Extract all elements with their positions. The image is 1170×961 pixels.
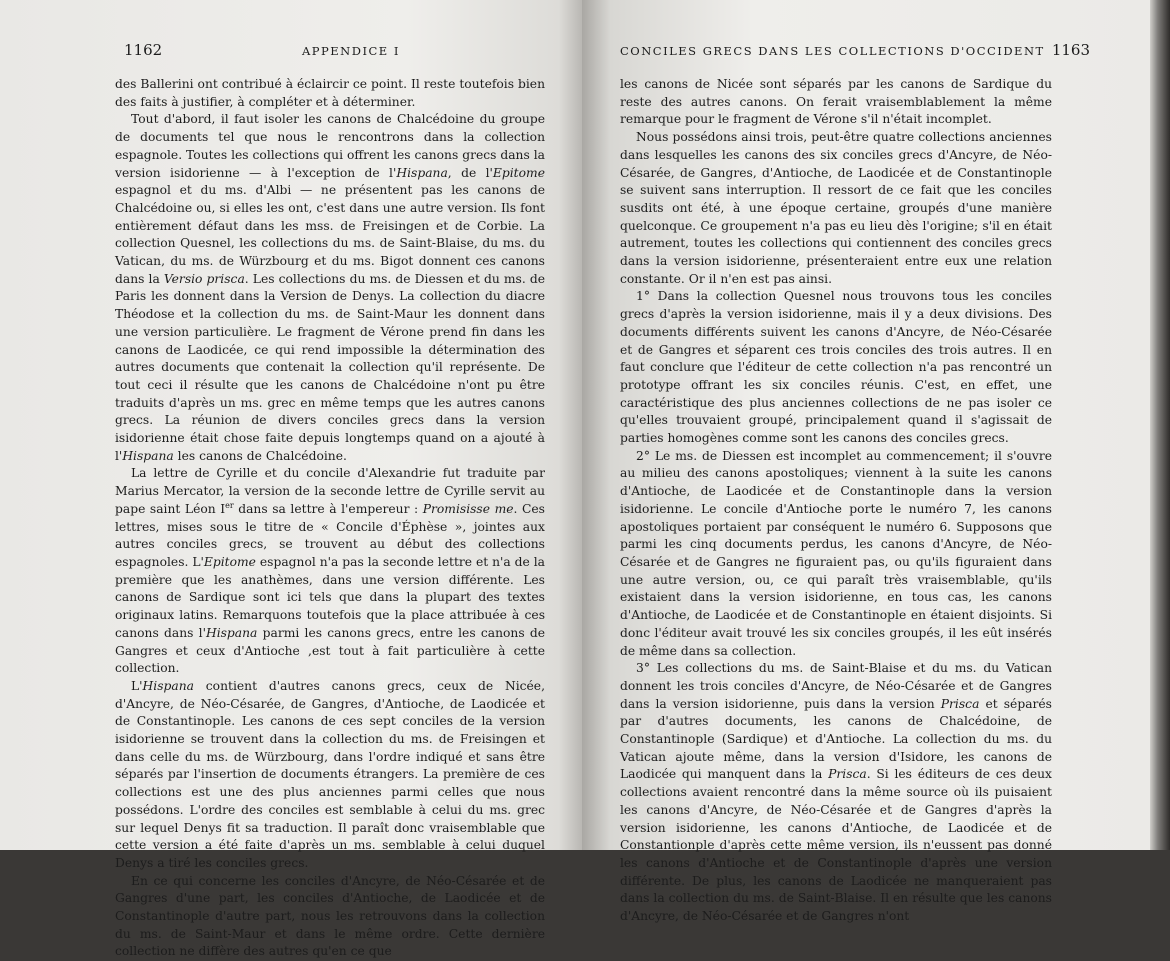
left-page-body	[115, 76, 545, 961]
right-page	[582, 0, 1150, 924]
paragraph: 1° Dans la collection Quesnel nous trouvons tous les conciles grecs d'après la version isidorienne, mais il y a deux divisions. Des documents différents suivent les canons d'Ancyre, de Néo-Césarée et de Gangres et séparent ces trois conciles des trois autres. Il en faut conclure que l'éditeur de cette collection n'a pas rencontré un prototype offrant les six conciles réunis. C'est, en effet, une caractéristique des plus anciennes collections de ne pas isoler ce qu'elles trouvaient groupé, principalement quand il s'agissait de parties homogènes comme sont les canons des conciles grecs.	[620, 289, 1052, 446]
left-page-header	[124, 41, 544, 66]
paragraph: les canons de Nicée sont séparés par les canons de Sardique du reste des autres canons. On ferait vraisemblablement la même remarque pour le fragment de Vérone s'il n'était incomplet.	[620, 77, 1052, 127]
paragraph: Tout d'abord, il faut isoler les canons de Chalcédoine du groupe de documents tel que nous le rencontrons dans la collection espagnole. Toutes les collections qui offrent les canons grecs dans la version isidorienne — à l'exception de l'Hispana, de l'Epitome espagnol et du ms. d'Albi — ne présentent pas les canons de Chalcédoine ou, si elles les ont, c'est dans une autre version. Ils font entièrement défaut dans les mss. de Freisingen et de Corbie. La collection Quesnel, les collections du ms. de Saint-Blaise, du ms. du Vatican, du ms. de Würzbourg et du ms. Bigot donnent ces canons dans la Versio prisca. Les collections du ms. de Diessen et du ms. de Paris les donnent dans la Version de Denys. La collection du diacre Théodose et la collection du ms. de Saint-Maur les donnent dans une version particulière. Le fragment de Vérone prend fin dans les canons de Laodicée, ce qui rend impossible la détermination des autres documents que contenait la collection qu'il représente. De tout ceci il résulte que les canons de Chalcédoine n'ont pu être traduits d'après un ms. grec en même temps que les autres canons grecs. La réunion de divers conciles grecs dans la version isidorienne était chose faite depuis longtemps quand on a ajouté à l'Hispana les canons de Chalcédoine.	[115, 112, 546, 463]
paragraph: L'Hispana contient d'autres canons grecs, ceux de Nicée, d'Ancyre, de Néo-Césarée, de Gangres, d'Antioche, de Laodicée et de Constantinople. Les canons de ces sept conciles de la version isidorienne se trouvent dans la collection du ms. de Freisingen et dans celle du ms. de Würzbourg, dans l'ordre indiqué et sans être séparés par l'insertion de documents étrangers. La première de ces collections est une des plus anciennes parmi celles que nous possédons. L'ordre des conciles est semblable à celui du ms. grec sur lequel Denys fit sa traduction. Il paraît donc vraisemblable que cette version a été faite d'après un ms. semblable à celui duquel Denys a tiré les conciles grecs.	[115, 678, 545, 870]
paragraph: des Ballerini ont contribué à éclaircir ce point. Il reste toutefois bien des faits à justifier, à compléter et à déterminer.	[115, 77, 545, 109]
running-head: CONCILES GRECS DANS LES COLLECTIONS D'OCCIDENT	[620, 44, 1045, 58]
paragraph: Nous possédons ainsi trois, peut-être quatre collections anciennes dans lesquelles les canons des six conciles grecs d'Ancyre, de Néo-Césarée, de Gangres, d'Antioche, de Laodicée et de Constantinople se suivent sans interruption. Il ressort de ce fait que les conciles susdits ont été, à une époque certaine, groupés d'une manière quelconque. Ce groupement n'a pas eu lieu dès l'origine; s'il en était autrement, toutes les collections qui contiennent des conciles grecs dans la version isidorienne, présenteraient entre eux une relation constante. Or il n'en est pas ainsi.	[620, 130, 1052, 286]
left-page	[0, 0, 582, 959]
right-page-header	[620, 41, 1090, 66]
running-head: APPENDICE I	[302, 44, 400, 58]
paragraph: La lettre de Cyrille et du concile d'Alexandrie fut traduite par Marius Mercator, la version de la seconde lettre de Cyrille servit au pape saint Léon Ier dans sa lettre à l'empereur : Promisisse me. Ces lettres, mises sous le titre de « Concile d'Éphèse », jointes aux autres conciles grecs, se trouvent au début des collections espagnoles. L'Epitome espagnol n'a pas la seconde lettre et n'a de la première que les anathèmes, dans une version différente. Les canons de Sardique sont ici tels que dans la plupart des textes originaux latins. Remarquons toutefois que la place attribuée à ces canons dans l'Hispana parmi les canons grecs, entre les canons de Gangres et ceux d'Antioche ,est tout à fait particulière à cette collection.	[115, 466, 545, 676]
page-number: 1163	[1051, 41, 1090, 59]
page-number: 1162	[124, 41, 163, 59]
paragraph: 2° Le ms. de Diessen est incomplet au commencement; il s'ouvre au milieu des canons apostoliques; viennent à la suite les canons d'Antioche, de Laodicée et de Constantinople dans la version isidorienne. Le concile d'Antioche porte le numéro 7, les canons apostoliques portaient par conséquent le numéro 6. Supposons que parmi les cinq documents perdus, les canons d'Ancyre, de Néo-Césarée et de Gangres ne figuraient pas, ou qu'ils figuraient dans une autre version, ou, ce qui paraît très vraisemblable, qu'ils existaient dans la version isidorienne, en tous cas, les canons d'Antioche, de Laodicée et de Constantinople en étaient disjoints. Si donc l'éditeur avait trouvé les six conciles groupés, il les eût insérés de même dans sa collection.	[620, 448, 1052, 658]
right-page-body	[620, 76, 1052, 926]
paragraph: En ce qui concerne les conciles d'Ancyre, de Néo-Césarée et de Gangres d'une part, les conciles d'Antioche, de Laodicée et de Constantinople d'autre part, nous les retrouvons dans la collection du ms. de Saint-Maur et dans le même ordre. Cette dernière collection ne diffère des autres qu'en ce que	[115, 873, 545, 959]
book-edge	[1150, 0, 1170, 850]
paragraph: 3° Les collections du ms. de Saint-Blaise et du ms. du Vatican donnent les trois conciles d'Ancyre, de Néo-Césarée et de Gangres dans la version isidorienne, puis dans la version Prisca et séparés par d'autres documents, les canons de Chalcédoine, de Constantinople (Sardique) et d'Antioche. La collection du ms. du Vatican ajoute même, dans la version d'Isidore, les canons de Laodicée qui manquent dans la Prisca. Si les éditeurs de ces deux collections avaient rencontré dans la même source où ils puisaient les canons d'Ancyre, de Néo-Césarée et de Gangres d'après la version isidorienne, les canons d'Antioche, de Laodicée et de Constantionple d'après cette même version, ils n'eussent pas donné les canons d'Antioche et de Constantinople d'après une version différente. De plus, les canons de Laodicée ne manqueraient pas dans la collection du ms. de Saint-Blaise. Il en résulte que les canons d'Ancyre, de Néo-Césarée et de Gangres n'ont	[620, 661, 1052, 924]
